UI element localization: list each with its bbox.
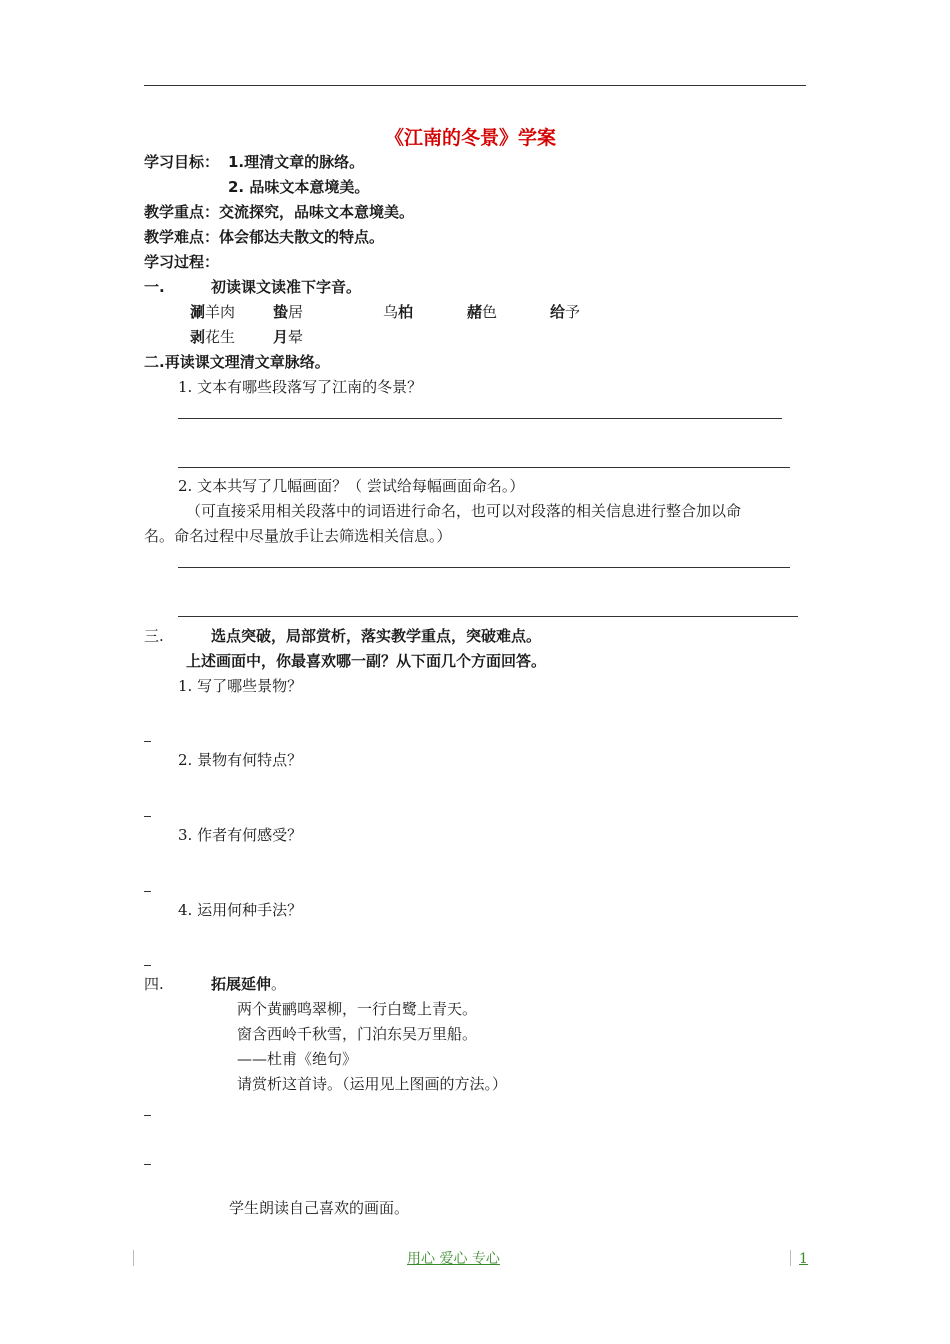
question: 1. 文本有哪些段落写了江南的冬景？ bbox=[178, 378, 423, 396]
answer-dash bbox=[144, 965, 151, 966]
section2-heading: 二.再读课文理清文章脉络。 bbox=[144, 353, 330, 371]
difficulty: 教学难点：体会郁达夫散文的特点。 bbox=[144, 228, 385, 246]
word-char: 赭 bbox=[467, 303, 483, 321]
word-rest: 晕 bbox=[288, 328, 304, 346]
note: （可直接采用相关段落中的词语进行命名，也可以对段落的相关信息进行整合加以命 bbox=[186, 502, 742, 520]
section3-heading: 选点突破，局部赏析，落实教学重点，突破难点。 bbox=[211, 627, 542, 645]
answer-line[interactable] bbox=[178, 418, 782, 419]
answer-dash bbox=[144, 741, 151, 742]
header-rule bbox=[144, 85, 806, 86]
footer-left-bar bbox=[133, 1250, 134, 1266]
word-char: 剥 bbox=[190, 328, 206, 346]
section4-heading-wrap bbox=[211, 974, 286, 994]
note: 名。命名过程中尽量放手让去筛选相关信息。） bbox=[144, 527, 452, 545]
question: 2. 文本共写了几幅画面？（ 尝试给每幅画面命名。） bbox=[178, 477, 525, 495]
word-item bbox=[383, 302, 413, 322]
word-item bbox=[190, 327, 235, 347]
word-rest: 色 bbox=[482, 303, 498, 321]
section4-num: 四. bbox=[144, 975, 164, 993]
answer-line[interactable] bbox=[178, 467, 790, 468]
section1-num: 一. bbox=[144, 278, 165, 296]
footer-motto: 用心 爱心 专心 bbox=[407, 1251, 500, 1267]
section3-sub: 上述画面中，你最喜欢哪一副？从下面几个方面回答。 bbox=[186, 652, 547, 670]
page-title: 《江南的冬景》学案 bbox=[385, 127, 557, 149]
word-item bbox=[273, 302, 303, 322]
word-pre: 乌 bbox=[383, 303, 399, 321]
closing-text: 学生朗读自己喜欢的画面。 bbox=[229, 1199, 410, 1217]
word-item bbox=[550, 302, 580, 322]
process-label: 学习过程： bbox=[144, 253, 220, 271]
poem-task: 请赏析这首诗。（运用见上图画的方法。） bbox=[237, 1075, 508, 1093]
word-char: 涮 bbox=[190, 303, 206, 321]
word-char: 柏 bbox=[398, 303, 414, 321]
word-item bbox=[273, 327, 303, 347]
poem-line: 两个黄鹂鸣翠柳，一行白鹭上青天。 bbox=[237, 1000, 478, 1018]
goal-1: 1.理清文章的脉络。 bbox=[228, 153, 365, 171]
answer-line[interactable] bbox=[178, 616, 798, 617]
answer-dash bbox=[144, 816, 151, 817]
goal-2: 2. 品味文本意境美。 bbox=[228, 178, 370, 196]
section3-num: 三. bbox=[144, 627, 164, 645]
key-point: 教学重点：交流探究，品味文本意境美。 bbox=[144, 203, 415, 221]
word-rest: 居 bbox=[288, 303, 304, 321]
word-rest: 花生 bbox=[205, 328, 236, 346]
word-item bbox=[190, 302, 235, 322]
goals-label: 学习目标： bbox=[144, 153, 220, 171]
word-rest: 予 bbox=[565, 303, 581, 321]
poem-author: ——杜甫《绝句》 bbox=[237, 1050, 358, 1068]
word-char: 给 bbox=[550, 303, 566, 321]
question: 3. 作者有何感受？ bbox=[178, 826, 303, 844]
word-char: 月 bbox=[273, 328, 289, 346]
poem-line: 窗含西岭千秋雪，门泊东吴万里船。 bbox=[237, 1025, 478, 1043]
answer-dash bbox=[144, 1164, 151, 1165]
word-item bbox=[467, 302, 497, 322]
answer-dash bbox=[144, 891, 151, 892]
word-char: 蛰 bbox=[273, 303, 289, 321]
answer-dash bbox=[144, 1115, 151, 1116]
question: 2. 景物有何特点？ bbox=[178, 751, 303, 769]
word-rest: 羊肉 bbox=[205, 303, 236, 321]
question: 4. 运用何种手法？ bbox=[178, 901, 303, 919]
footer-right-bar bbox=[790, 1250, 791, 1266]
section4-heading: 拓展延伸 bbox=[211, 975, 272, 993]
section4-heading-end: 。 bbox=[271, 975, 287, 993]
section1-heading: 初读课文读准下字音。 bbox=[211, 278, 362, 296]
page-number: 1 bbox=[799, 1251, 808, 1267]
answer-line[interactable] bbox=[178, 567, 790, 568]
question: 1. 写了哪些景物？ bbox=[178, 677, 303, 695]
